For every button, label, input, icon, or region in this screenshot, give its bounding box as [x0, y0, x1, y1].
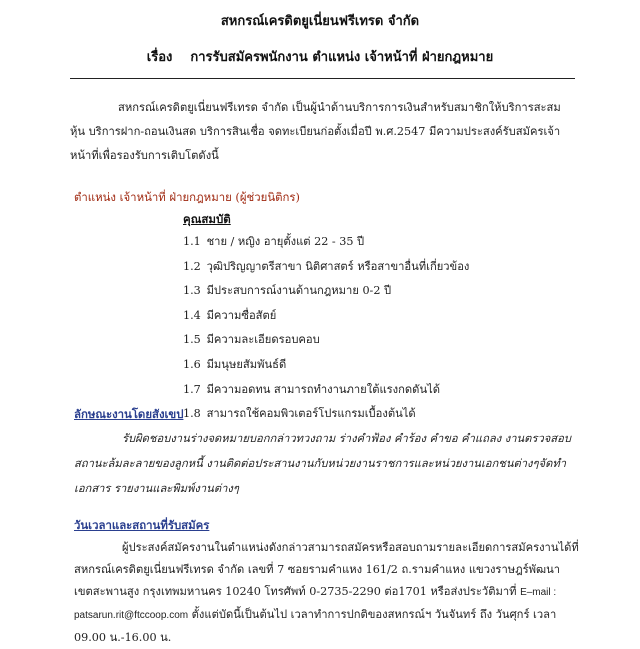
intro-paragraph: สหกรณ์เครดิตยูเนี่ยนฟรีเทรด จำกัด เป็นผู้นำด้านบริการการเงินสำหรับสมาชิกให้บริการสะสมหุ้น บริการฝาก-ถอนเงินสด บริการสินเชื่อ จดทะเบียนก่อตั้งเมื่อปี พ.ศ.2547 มีความประสงค์รับสมัครเจ้าหน้าที่เพื่อรองรับการเติบโตดังนี้ — [70, 101, 561, 162]
qualifications-list — [183, 230, 513, 427]
apply-heading: วันเวลาและสถานที่รับสมัคร — [74, 518, 210, 532]
contact-email[interactable]: E–mail : patsarun.rit@ftccoop.com — [74, 587, 557, 621]
item-text: มีความอดทน สามารถทำงานภายใต้แรงกดดันได้ — [206, 382, 440, 396]
item-number: 1.5 — [183, 333, 201, 347]
item-number: 1.1 — [183, 235, 201, 248]
list-item — [183, 304, 513, 329]
item-number: 1.8 — [183, 407, 201, 421]
item-text: ชาย / หญิง อายุตั้งแต่ 22 - 35 ปี — [206, 235, 365, 248]
header-divider — [70, 78, 575, 79]
item-text: มีความซื่อสัตย์ — [206, 308, 277, 322]
item-text: วุฒิปริญญาตรีสาขา นิติศาสตร์ หรือสาขาอื่นที่เกี่ยวข้อง — [206, 259, 470, 273]
org-title: สหกรณ์เครดิตยูเนี่ยนฟรีเทรด จำกัด — [220, 14, 420, 29]
apply-paragraph — [74, 537, 579, 649]
list-item — [183, 230, 513, 255]
qualifications-heading: คุณสมบัติ — [183, 212, 231, 226]
item-number: 1.7 — [183, 382, 201, 396]
duties-heading: ลักษณะงานโดยสังเขป — [74, 407, 184, 421]
apply-hours-text: ตั้งแต่บัดนี้เป็นต้นไป เวลาทำการปกติของสหกรณ์ฯ วันจันทร์ ถึง วันศุกร์ เวลา 09.00 น.-16.00 น. — [74, 608, 557, 644]
list-item — [183, 328, 513, 353]
apply-text: ผู้ประสงค์สมัครงานในตำแหน่งดังกล่าวสามารถสมัครหรือสอบถามรายละเอียดการสมัครงานได้ที่ สหกรณ์เครดิตยูเนี่ยนฟรีเทรด จำกัด เลขที่ 7 ซอยรามคำแหง 161/2 ถ.รามคำแหง แขวงราษฎร์พัฒนา เขตสะพานสูง กรุงเทพมหานคร 10240 โทรศัพท์ 0-2735-2290 ต่อ1701 หรือส่งประวัติมาที่ — [74, 541, 579, 598]
item-number: 1.6 — [183, 357, 201, 371]
subject-label: เรื่อง — [146, 50, 173, 65]
item-text: สามารถใช้คอมพิวเตอร์โปรแกรมเบื้องต้นได้ — [206, 407, 416, 421]
item-number: 1.2 — [183, 259, 201, 273]
item-text: มีประสบการณ์งานด้านกฎหมาย 0-2 ปี — [206, 284, 392, 298]
list-item — [183, 402, 513, 427]
item-text: มีมนุษยสัมพันธ์ดี — [206, 357, 287, 371]
subject-text: การรับสมัครพนักงาน ตำแหน่ง เจ้าหน้าที่ ฝ่ายกฎหมาย — [190, 50, 494, 65]
item-text: มีความละเอียดรอบคอบ — [206, 333, 320, 347]
duties-paragraph: รับผิดชอบงานร่างจดหมายบอกกล่าวทวงถาม ร่างคำฟ้อง คำร้อง คำขอ คำแถลง งานตรวจสอบสถานะล้มละลายของลูกหนี้ งานติดต่อประสานงานกับหน่วยงานราชการและหน่วยงานเอกชนต่างๆจัดทำเอกสาร รายงานและพิมพ์งานต่างๆ — [74, 432, 571, 495]
list-item — [183, 378, 513, 403]
item-number: 1.3 — [183, 284, 201, 298]
list-item — [183, 353, 513, 378]
position-heading: ตำแหน่ง เจ้าหน้าที่ ฝ่ายกฎหมาย (ผู้ช่วยนิติกร) — [74, 190, 300, 204]
item-number: 1.4 — [183, 308, 201, 322]
subject-line — [0, 46, 640, 67]
list-item — [183, 255, 513, 280]
list-item — [183, 279, 513, 304]
